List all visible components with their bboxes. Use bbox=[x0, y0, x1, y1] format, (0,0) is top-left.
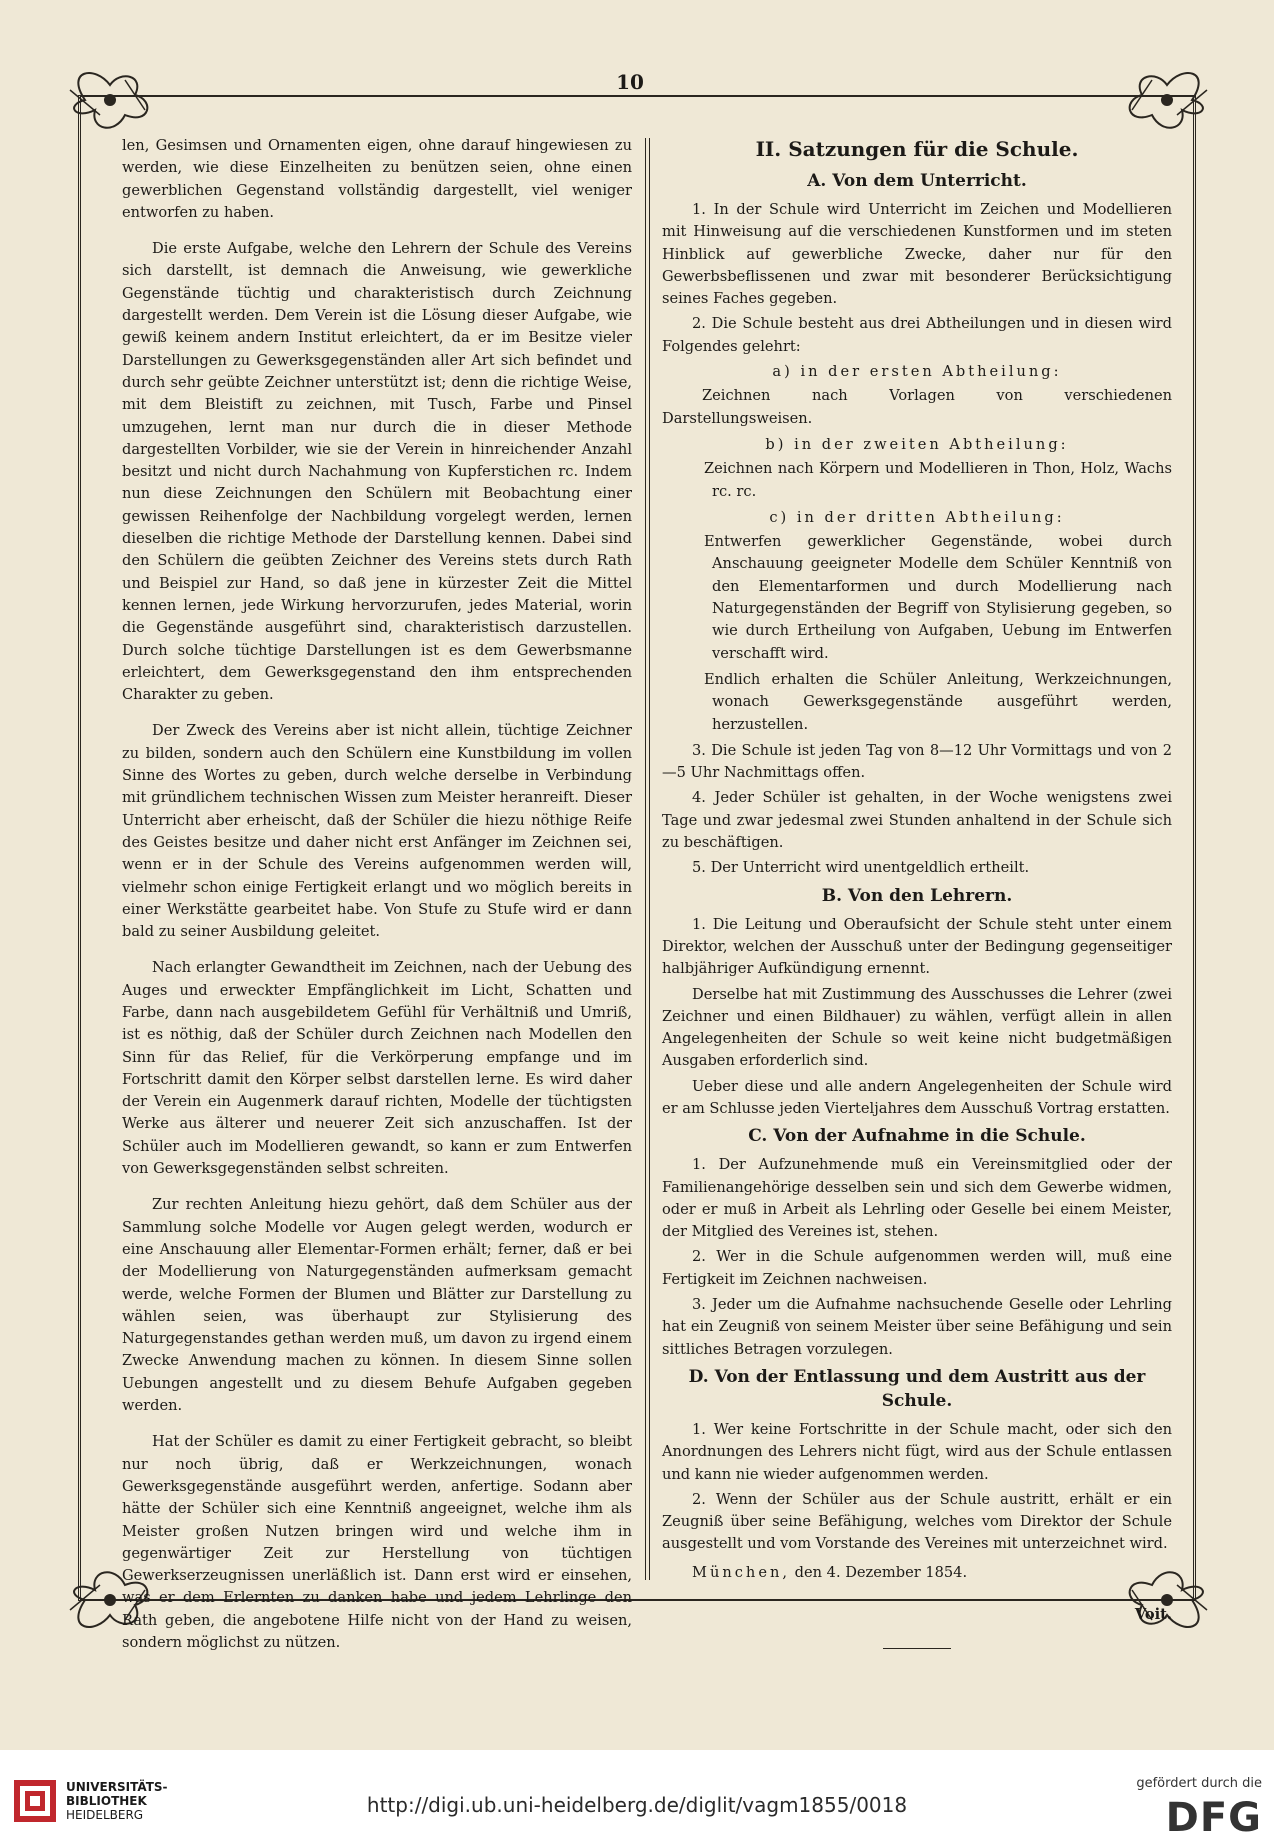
funder-label: gefördert durch die bbox=[1136, 1776, 1262, 1791]
rule-item: 2. Wenn der Schüler aus der Schule austritt, erhält er ein Zeugniß über seine Befähigung, welches vom Direktor der Schule ausgestellt und vom Vorstande des Vereines mit unterzeichnet wird. bbox=[662, 1490, 1172, 1553]
rule-item: 1. Die Leitung und Oberaufsicht der Schule steht unter einem Direktor, welchen der Ausschuß unter der Bedingung gegenseitiger halbjähriger Aufkündigung ernennt. bbox=[662, 915, 1172, 978]
signature-name: Voit. bbox=[1134, 1606, 1172, 1624]
left-column bbox=[122, 135, 632, 1668]
department-label: a) in der ersten Abtheilung: bbox=[772, 363, 1062, 381]
source-url-link[interactable]: http://digi.ub.uni-heidelberg.de/diglit/vagm1855/0018 bbox=[366, 1793, 908, 1817]
subsection-title-a: A. Von dem Unterricht. bbox=[807, 171, 1027, 191]
paragraph: Der Zweck des Vereins aber ist nicht allein, tüchtige Zeichner zu bilden, sondern auch den Schülern eine Kunstbildung im vollen Sinne des Wortes zu geben, durch welche derselbe in Verbindung mit gründlichem technischen Wissen zum Meister heranreift. Dieser Unterricht aber erheischt, daß der Schüler die hiezu nöthige Reife des Geistes besitze und daher nicht erst Anfänger im Zeichnen sei, wenn er in der Schule des Vereins aufgenommen werden will, vielmehr schon einige Fertigkeit erlangt und wo möglich bereits in einer Werkstätte gearbeitet habe. Von Stufe zu Stufe wird er dann bald zu seiner Ausbildung geleitet. bbox=[122, 722, 632, 941]
subsection-title-b: B. Von den Lehrern. bbox=[821, 885, 1013, 906]
rule-item: Derselbe hat mit Zustimmung des Ausschusses die Lehrer (zwei Zeichner und einen Bildhauer) zu wählen, verfügt allein in allen Angelegenheiten der Schule so weit keine nicht budgetmäßigen Ausgaben erforderlich sind. bbox=[662, 985, 1172, 1070]
footer-bar bbox=[0, 1750, 1274, 1841]
corner-ornament-top-left bbox=[55, 60, 165, 140]
signature-date: den 4. Dezember 1854. bbox=[794, 1563, 968, 1581]
rule-item: 1. Der Aufzunehmende muß ein Vereinsmitglied oder der Familienangehörige desselben sein und sich dem Gewerbe widmen, oder er muß in Arbeit als Lehrling oder Geselle bei einem Meister, der Mitglied des Vereines ist, stehen. bbox=[662, 1156, 1172, 1241]
subsection-title-d: D. Von der Entlassung und dem Austritt aus der Schule. bbox=[688, 1366, 1146, 1411]
department-label: b) in der zweiten Abtheilung: bbox=[765, 435, 1069, 453]
page-number: 10 bbox=[616, 70, 644, 94]
paragraph: Nach erlangter Gewandtheit im Zeichnen, nach der Uebung des Auges und erweckter Empfänglichkeit im Licht, Schatten und Farbe, dann nach ausgebildetem Gefühl für Verhältniß und Umriß, ist es nöthig, daß der Schüler durch Zeichnen nach Modellen den Sinn für das Relief, für die Verkörperung empfange und im Fortschritt damit den Körper selbst darstellen lerne. Es wird daher der Verein ein Augenmerk darauf richten, Modelle der tüchtigsten Werke aus älterer und neuerer Zeit sich anzuschaffen. Ist der Schüler auch im Modellieren gewandt, so kann er zum Entwerfen von Gewerksgegenständen selbst schreiten. bbox=[122, 959, 632, 1178]
paragraph: Zur rechten Anleitung hiezu gehört, daß dem Schüler aus der Sammlung solche Modelle vor Augen gelegt werden, wodurch er eine Anschauung aller Elementar-Formen erhält; ferner, daß er bei der Modellierung von Naturgegenständen aufmerksam gemacht werde, welche Formen der Blumen und Blätter zur Darstellung zu wählen seien, was überhaupt zur Stylisierung des Naturgegenstandes gethan werden muß, um davon zu irgend einem Zwecke Anwendung machen zu können. In diesem Sinne sollen Uebungen angestellt und zu diesem Behufe Aufgaben gegeben werden. bbox=[122, 1196, 632, 1415]
rule-item: 1. In der Schule wird Unterricht im Zeichen und Modellieren mit Hinweisung auf die verschiedenen Kunstformen und im steten Hinblick auf gewerbliche Zwecke, daher nur für den Gewerbsbeflissenen und zwar mit besonderer Berücksichtigung seines Faches gegeben. bbox=[662, 201, 1172, 308]
dfg-logo: DFG bbox=[1165, 1795, 1262, 1841]
corner-ornament-top-right bbox=[1112, 60, 1222, 140]
paragraph: Hat der Schüler es damit zu einer Fertigkeit gebracht, so bleibt nur noch übrig, daß er Werkzeichnungen, wonach Gewerksgegenstände ausgeführt werden, anfertige. Sodann aber hätte der Schüler sich eine Kenntniß angeeignet, welche ihm als Meister großen Nutzen bringen wird und welche ihm in gegenwärtiger Zeit zur Herstellung von tüchtigen Gewerkserzeugnissen unerläßlich ist. Dann erst wird er einsehen, was er dem Erlernten zu danken habe und jedem Lehrlinge den Rath geben, die angebotene Hilfe nicht von der Hand zu weisen, sondern möglichst zu nützen. bbox=[122, 1433, 632, 1651]
section-title: II. Satzungen für die Schule. bbox=[755, 137, 1079, 161]
department-text: Endlich erhalten die Schüler Anleitung, Werkzeichnungen, wonach Gewerksgegenstände ausgeführt werden, herzustellen. bbox=[704, 670, 1172, 733]
closing-rule bbox=[883, 1648, 951, 1649]
institution-name: UNIVERSITÄTS- BIBLIOTHEK HEIDELBERG bbox=[66, 1780, 168, 1822]
rule-item: 3. Jeder um die Aufnahme nachsuchende Geselle oder Lehrling hat ein Zeugniß von seinem Meister über seine Befähigung und sein sittliches Betragen vorzulegen. bbox=[662, 1296, 1172, 1358]
paragraph: len, Gesimsen und Ornamenten eigen, ohne darauf hingewiesen zu werden, wie diese Einzelheiten zu benützen seien, ohne einen gewerblichen Gegenstand vollständig dargestellt, viel weniger entworfen zu haben. bbox=[122, 137, 632, 221]
department-text: Zeichnen nach Körpern und Modellieren in Thon, Holz, Wachs rc. rc. bbox=[704, 460, 1172, 500]
department-text: Zeichnen nach Vorlagen von verschiedenen Darstellungsweisen. bbox=[662, 387, 1172, 427]
department-text: Entwerfen gewerklicher Gegenstände, wobei durch Anschauung geeigneter Modelle dem Schüler Kenntniß von den Elementarformen und durch Modellierung nach Naturgegenständen der Begriff von Stylisierung gegeben, so wie durch Ertheilung von Aufgaben, Uebung im Entwerfen verschafft wird. bbox=[704, 533, 1172, 662]
signature-line bbox=[662, 1562, 1172, 1584]
column-divider bbox=[645, 138, 650, 1580]
department-label: c) in der dritten Abtheilung: bbox=[769, 508, 1065, 526]
paragraph: Die erste Aufgabe, welche den Lehrern der Schule des Vereins sich darstellt, ist demnach die Anweisung, wie gewerkliche Gegenstände tüchtig und charakteristisch durch Zeichnung dargestellt werden. Dem Verein ist die Lösung dieser Aufgabe, wie gewiß keinem andern Institut erleichtert, da er im Besitze vieler Darstellungen zu Gewerksgegenständen aller Art sich befindet und durch sehr geübte Zeichner unterstützt ist; denn die richtige Weise, mit dem Bleistift zu zeichnen, mit Tusch, Farbe und Pinsel umzugehen, lernt man nur durch die in dieser Methode dargestellten Vorbilder, wie sie der Verein in hinreichender Anzahl besitzt und nicht durch Nachahmung von Kupferstichen rc. Indem nun diese Zeichnungen den Schülern mit Beobachtung einer gewissen Reihenfolge der Nachbildung vorgelegt werden, lernen dieselben die richtige Methode der Darstellung kennen. Dabei sind den Schülern die geübten Zeichner des Vereins stets durch Rath und Beispiel zur Hand, so daß jene in kürzester Zeit die Mittel kennen lernen, jede Wirkung hervorzurufen, jedes Material, worin die Gegenstände ausgeführt sind, charakteristisch darzustellen. Durch solche tüchtige Darstellungen ist es dem Gewerbsmanne erleichtert, dem Gewerksgegenstand den ihm entsprechenden Charakter zu geben. bbox=[122, 240, 632, 704]
rule-item: 1. Wer keine Fortschritte in der Schule macht, oder sich den Anordnungen des Lehrers nicht fügt, wird aus der Schule entlassen und kann nie wieder aufgenommen werden. bbox=[662, 1420, 1172, 1483]
rule-item: 5. Der Unterricht wird unentgeldlich ertheilt. bbox=[692, 859, 1030, 877]
rule-item: 3. Die Schule ist jeden Tag von 8—12 Uhr Vormittags und von 2—5 Uhr Nachmittags offen. bbox=[662, 741, 1172, 782]
rule-item: 4. Jeder Schüler ist gehalten, in der Woche wenigstens zwei Tage und zwar jedesmal zwei Stunden anhaltend in der Schule sich zu beschäftigen. bbox=[662, 789, 1172, 852]
rule-item: Ueber diese und alle andern Angelegenheiten der Schule wird er am Schlusse jeden Vierteljahres dem Ausschuß Vortrag erstatten. bbox=[662, 1077, 1172, 1117]
funder-credit bbox=[1136, 1776, 1262, 1841]
signature-city: München, bbox=[692, 1563, 790, 1581]
rule-item: 2. Wer in die Schule aufgenommen werden will, muß eine Fertigkeit im Zeichnen nachweisen. bbox=[662, 1248, 1172, 1288]
right-column bbox=[662, 135, 1172, 1649]
subsection-title-c: C. Von der Aufnahme in die Schule. bbox=[748, 1126, 1086, 1147]
rule-item: 2. Die Schule besteht aus drei Abtheilungen und in diesen wird Folgendes gelehrt: bbox=[662, 315, 1172, 355]
